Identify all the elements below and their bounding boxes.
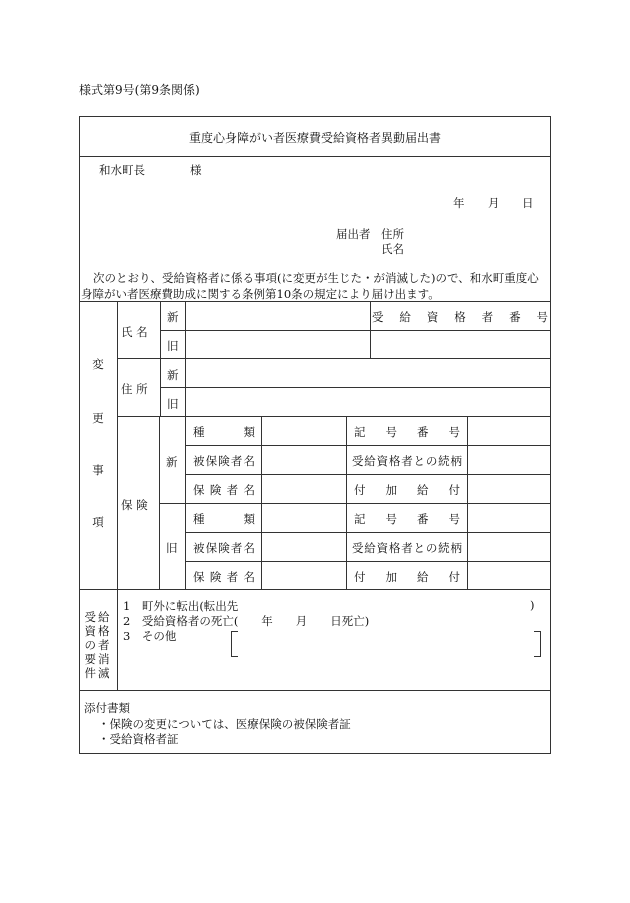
attachment-item-2: ・受給資格者証: [98, 732, 179, 746]
name-old-marker: 旧: [167, 339, 179, 353]
insured-person-old-label: 被保険者名: [193, 541, 255, 555]
relationship-new-label: 受給資格者との続柄: [352, 454, 462, 468]
address-label: 住 所: [121, 382, 148, 396]
relationship-old-label: 受給資格者との続柄: [352, 541, 462, 555]
divider: [346, 416, 347, 589]
insurance-old-marker: 旧: [166, 541, 178, 555]
loss-label-3: の者: [84, 638, 112, 652]
divider: [117, 358, 551, 359]
divider: [79, 690, 551, 691]
loss-item-1-close: ): [530, 598, 535, 612]
divider: [79, 589, 551, 590]
address-new-marker: 新: [167, 368, 179, 382]
loss-item-3: 3 その他: [123, 629, 177, 643]
loss-item-1: 1 町外に転出(転出先: [123, 599, 239, 613]
loss-label-1: 受給: [84, 610, 112, 624]
divider: [370, 301, 371, 358]
address-old-marker: 旧: [167, 397, 179, 411]
ins-type-new-label: 種 類: [193, 425, 255, 439]
date-day: 日: [522, 196, 534, 210]
divider: [185, 301, 186, 589]
loss-label-2: 資格: [84, 624, 112, 638]
symbol-number-new-label: 記 号 番 号: [354, 425, 460, 439]
insurer-old-label: 保 険 者 名: [193, 570, 255, 584]
divider: [117, 416, 551, 417]
divider: [185, 474, 551, 475]
form-title: 重度心身障がい者医療費受給資格者異動届出書: [188, 131, 441, 145]
insurer-new-label: 保 険 者 名: [193, 483, 255, 497]
insurance-label: 保 険: [121, 498, 148, 512]
loss-label-4: 要消: [84, 652, 112, 666]
symbol-number-old-label: 記 号 番 号: [354, 512, 460, 526]
divider: [160, 301, 161, 416]
divider: [185, 532, 551, 533]
divider: [117, 301, 118, 690]
date-month: 月: [488, 196, 500, 210]
divider: [159, 416, 160, 589]
divider: [261, 416, 262, 589]
loss-label-5: 件滅: [84, 666, 112, 680]
ins-type-old-label: 種 類: [193, 512, 255, 526]
insurance-new-marker: 新: [166, 455, 178, 469]
changes-label-3: 事: [92, 463, 104, 477]
notifier-name-label: 氏名: [381, 242, 404, 256]
loss-item-2: 2 受給資格者の死亡( 年 月 日死亡): [123, 614, 370, 628]
name-label: 氏 名: [121, 325, 148, 339]
divider: [185, 561, 551, 562]
name-new-marker: 新: [167, 310, 179, 324]
divider: [467, 416, 468, 589]
intro-line-2: 身障がい者医療費助成に関する条例第10条の規定により届け出ます。: [81, 287, 440, 301]
attachment-item-1: ・保険の変更については、医療保険の被保険者証: [98, 717, 351, 731]
divider: [185, 445, 551, 446]
intro-line-1: 次のとおり、受給資格者に係る事項(に変更が生じた・が消滅した)ので、和水町重度心: [93, 271, 539, 285]
changes-label-4: 項: [92, 515, 104, 529]
attachments-heading: 添付書類: [84, 701, 130, 715]
divider: [79, 156, 551, 157]
notifier-address-label: 住所: [381, 227, 404, 241]
form-frame: [79, 116, 551, 754]
supplement-old-label: 付 加 給 付: [354, 570, 460, 584]
changes-label-1: 変: [92, 357, 104, 371]
other-bracket-right: [534, 631, 541, 657]
changes-label-2: 更: [92, 411, 104, 425]
supplement-new-label: 付 加 給 付: [354, 483, 460, 497]
insured-person-new-label: 被保険者名: [193, 454, 255, 468]
recipient-number-label: 受 給 資 格 者 番 号: [372, 310, 548, 324]
divider: [160, 330, 551, 331]
honorific: 様: [190, 163, 202, 177]
notifier-label: 届出者: [336, 227, 371, 241]
addressee: 和水町長: [99, 163, 145, 177]
divider: [160, 387, 551, 388]
other-bracket-left: [231, 631, 238, 657]
form-number: 様式第9号(第9条関係): [79, 83, 200, 97]
date-year: 年: [453, 196, 465, 210]
divider: [159, 503, 551, 504]
